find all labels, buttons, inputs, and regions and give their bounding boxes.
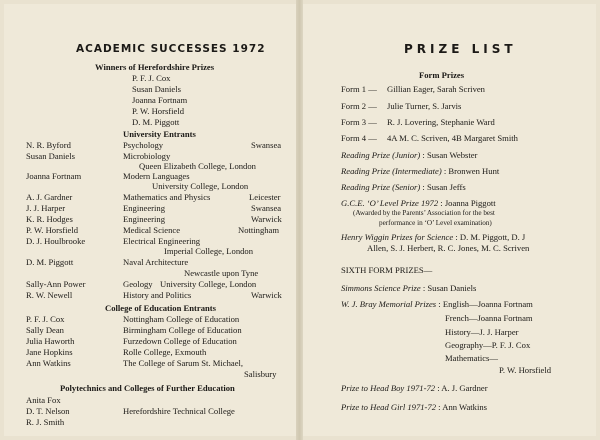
form-prize-winners: 4A M. C. Scriven, 4B Margaret Smith	[387, 133, 518, 143]
uni-subject: Newcastle upon Tyne	[184, 268, 259, 278]
edu-college: Birmingham College of Education	[123, 325, 242, 335]
form-prize-winners: Gillian Eager, Sarah Scriven	[387, 84, 485, 94]
simmons-prize: Simmons Science Prize : Susan Daniels	[341, 283, 477, 293]
head-boy-prize: Prize to Head Boy 1971-72 : A. J. Gardner	[341, 383, 488, 393]
head-girl-prize-label: Prize to Head Girl 1971-72	[341, 402, 437, 412]
uni-subject: Modern Languages	[123, 171, 190, 181]
gce-prize-note: (Awarded by the Parents’ Association for the best	[353, 209, 495, 217]
reading-prize-winner: Bronwen Hunt	[448, 166, 500, 176]
bray-prize-line: French—Joanna Fortnam	[445, 313, 533, 323]
bray-prize: W. J. Bray Memorial Prizes : English—Joanna Fortnam	[341, 299, 533, 309]
wiggin-prize-winners-cont: Allen, S. J. Herbert, R. C. Jones, M. C. Scriven	[367, 243, 530, 253]
uni-name: N. R. Byford	[26, 140, 71, 150]
reading-prize-label: Reading Prize (Junior)	[341, 150, 421, 160]
herts-winner: D. M. Piggott	[132, 117, 180, 127]
reading-prize-winner: Susan Jeffs	[426, 182, 466, 192]
edu-college: Nottingham College of Education	[123, 314, 240, 324]
education-heading: College of Education Entrants	[105, 303, 217, 313]
reading-prize-winner: Susan Webster	[426, 150, 478, 160]
herts-winner: P. F. J. Cox	[132, 73, 171, 83]
bray-prize-line: Mathematics—	[445, 353, 498, 363]
uni-place: Swansea	[251, 203, 282, 213]
form-prizes-heading: Form Prizes	[419, 70, 465, 80]
reading-prize-senior: Reading Prize (Senior) : Susan Jeffs	[341, 182, 466, 192]
edu-college: Furzedown College of Education	[123, 336, 237, 346]
wiggin-prize-winners: D. M. Piggott, D. J	[459, 232, 526, 242]
uni-name: Sally-Ann Power	[26, 279, 86, 289]
poly-college: Herefordshire Technical College	[123, 406, 235, 416]
gce-prize-note: performance in ‘O’ Level examination)	[379, 219, 492, 227]
bray-prize-label: W. J. Bray Memorial Prizes	[341, 299, 437, 309]
university-heading: University Entrants	[123, 129, 196, 139]
uni-subject: Psychology	[123, 140, 164, 150]
form-prize-winners: R. J. Lovering, Stephanie Ward	[387, 117, 495, 127]
sixth-form-heading: SIXTH FORM PRIZES—	[341, 265, 433, 275]
wiggin-prize: Henry Wiggin Prizes for Science : D. M. Piggott, D. J	[341, 232, 526, 242]
uni-subject: Engineering	[123, 214, 165, 224]
head-girl-prize-winner: Ann Watkins	[442, 402, 487, 412]
uni-place: Warwick	[251, 290, 282, 300]
edu-college: The College of Sarum St. Michael,	[123, 358, 244, 368]
reading-prize-intermediate: Reading Prize (Intermediate) : Bronwen Hunt	[341, 166, 500, 176]
uni-place: University College, London	[160, 279, 257, 289]
herts-prizes-heading: Winners of Herefordshire Prizes	[95, 62, 215, 72]
poly-name: D. T. Nelson	[26, 406, 70, 416]
page-fold	[296, 0, 303, 440]
edu-name: Ann Watkins	[26, 358, 71, 368]
uni-subject: Queen Elizabeth College, London	[139, 161, 256, 171]
uni-name: Susan Daniels	[26, 151, 75, 161]
uni-name: A. J. Gardner	[26, 192, 73, 202]
poly-name: R. J. Smith	[26, 417, 65, 427]
edu-name: Jane Hopkins	[26, 347, 73, 357]
poly-heading: Polytechnics and Colleges of Further Education	[60, 383, 235, 393]
form-prize-label: Form 4 —	[341, 133, 377, 143]
bray-prize-line: History—J. J. Harper	[445, 327, 519, 337]
reading-prize-label: Reading Prize (Intermediate)	[341, 166, 442, 176]
uni-name: Joanna Fortnam	[26, 171, 82, 181]
uni-subject: Engineering	[123, 203, 165, 213]
uni-name: P. W. Horsfield	[26, 225, 79, 235]
prize-list-title: PRIZE LIST	[404, 42, 517, 56]
uni-name: K. R. Hodges	[26, 214, 73, 224]
reading-prize-label: Reading Prize (Senior)	[341, 182, 421, 192]
uni-name: D. J. Houlbrooke	[26, 236, 86, 246]
herts-winner: Joanna Fortnam	[132, 95, 188, 105]
uni-subject: Microbiology	[123, 151, 171, 161]
uni-subject: University College, London	[152, 181, 249, 191]
form-prize-label: Form 3 —	[341, 117, 377, 127]
uni-place: Warwick	[251, 214, 282, 224]
gce-prize-winner: Joanna Piggott	[444, 198, 496, 208]
uni-subject: Medical Science	[123, 225, 181, 235]
edu-name: P. F. J. Cox	[26, 314, 65, 324]
herts-winner: Susan Daniels	[132, 84, 181, 94]
head-girl-prize: Prize to Head Girl 1971-72 : Ann Watkins	[341, 402, 487, 412]
uni-subject: Imperial College, London	[164, 246, 254, 256]
herts-winner: P. W. Horsfield	[132, 106, 185, 116]
edu-college: Rolle College, Exmouth	[123, 347, 207, 357]
bray-prize-line: Geography—P. F. J. Cox	[445, 340, 531, 350]
form-prize-winners: Julie Turner, S. Jarvis	[387, 101, 462, 111]
poly-name: Anita Fox	[26, 395, 61, 405]
head-boy-prize-label: Prize to Head Boy 1971-72	[341, 383, 436, 393]
uni-subject: History and Politics	[123, 290, 192, 300]
edu-name: Sally Dean	[26, 325, 64, 335]
edu-name: Julia Haworth	[26, 336, 75, 346]
simmons-prize-winner: Susan Daniels	[427, 283, 477, 293]
uni-subject: Mathematics and Physics	[123, 192, 211, 202]
head-boy-prize-winner: A. J. Gardner	[441, 383, 488, 393]
simmons-prize-label: Simmons Science Prize	[341, 283, 421, 293]
uni-subject: Naval Architecture	[123, 257, 189, 267]
uni-subject: Electrical Engineering	[123, 236, 201, 246]
gce-prize: G.C.E. ‘O’ Level Prize 1972 : Joanna Piggott	[341, 198, 496, 208]
uni-name: R. W. Newell	[26, 290, 73, 300]
uni-place: Nottingham	[238, 225, 280, 235]
uni-name: J. J. Harper	[26, 203, 66, 213]
uni-place: Leicester	[249, 192, 281, 202]
bray-prize-line: P. W. Horsfield	[499, 365, 552, 375]
academic-successes-title: ACADEMIC SUCCESSES 1972	[76, 43, 266, 55]
uni-subject: Geology	[123, 279, 153, 289]
gce-prize-label: G.C.E. ‘O’ Level Prize 1972	[341, 198, 439, 208]
bray-prize-line: English—Joanna Fortnam	[442, 299, 533, 309]
wiggin-prize-label: Henry Wiggin Prizes for Science	[341, 232, 454, 242]
reading-prize-junior: Reading Prize (Junior) : Susan Webster	[341, 150, 478, 160]
form-prize-label: Form 1 —	[341, 84, 377, 94]
uni-name: D. M. Piggott	[26, 257, 74, 267]
uni-place: Swansea	[251, 140, 282, 150]
form-prize-label: Form 2 —	[341, 101, 377, 111]
edu-college: Salisbury	[244, 369, 277, 379]
